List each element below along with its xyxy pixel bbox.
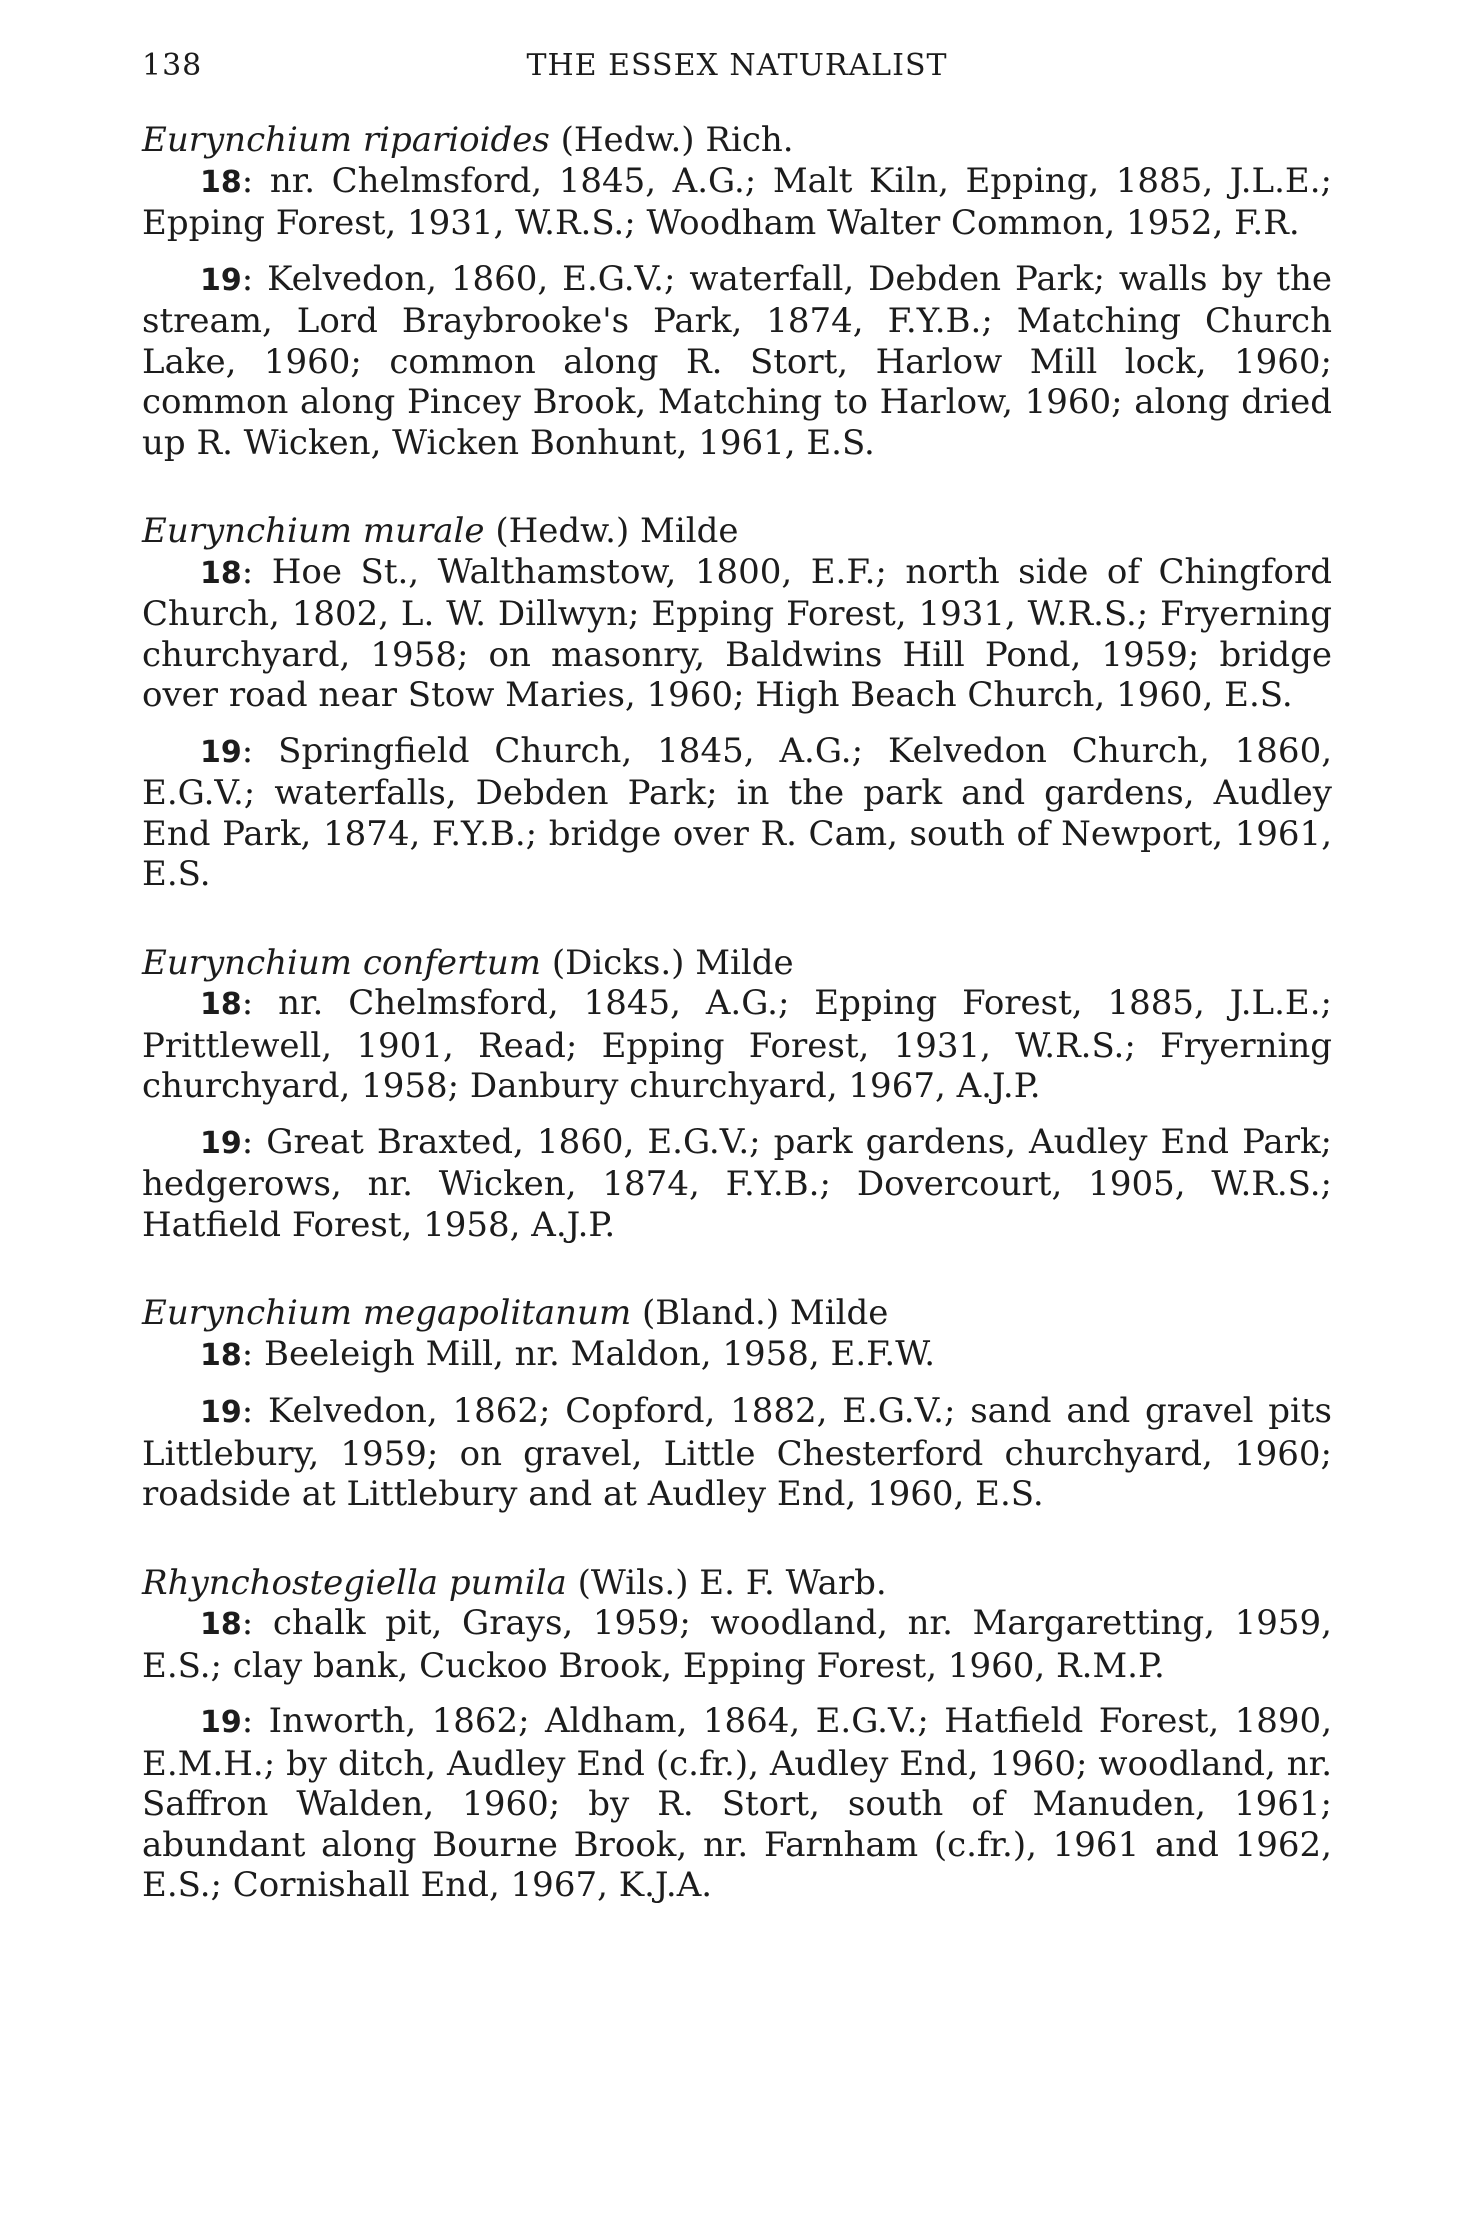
record-paragraph: 18: nr. Chelmsford, 1845, A.G.; Malt Kiln, Epping, 1885, J.L.E.; Epping Forest, 1931, W.R.S.; Woodham Walter Common, 1952, F.R. <box>142 160 1332 243</box>
species-heading <box>142 1293 1332 1334</box>
species-entry <box>142 511 1332 895</box>
species-authority: (Wils.) E. F. Warb. <box>577 1562 887 1603</box>
species-entry <box>142 120 1332 463</box>
species-binomial: Eurynchium riparioides <box>142 120 550 160</box>
region-number: 18 <box>200 1337 242 1373</box>
region-number: 18 <box>200 555 242 591</box>
species-binomial: Eurynchium murale <box>142 511 485 551</box>
page-header <box>142 48 1332 88</box>
region-number: 19 <box>200 262 242 298</box>
record-text: nr. Chelmsford, 1845, A.G.; Epping Forest, 1885, J.L.E.; Prittlewell, 1901, Read; Epping Forest, 1931, W.R.S.; Fryerning churchyard, 1958; Danbury churchyard, 1967, A.J.P. <box>142 983 1332 1106</box>
species-entry <box>142 1563 1332 1906</box>
species-heading <box>142 511 1332 552</box>
record-text: Inworth, 1862; Aldham, 1864, E.G.V.; Hatfield Forest, 1890, E.M.H.; by ditch, Audley End (c.fr.), Audley End, 1960; woodland, nr. Saffron Walden, 1960; by R. Stort, south of Manuden, 1961; abundant along Bourne Brook, nr. Farnham (c.fr.), 1961 and 1962, E.S.; Cornishall End, 1967, K.J.A. <box>142 1701 1332 1905</box>
species-authority: (Hedw.) Milde <box>495 511 739 551</box>
record-text: Springfield Church, 1845, A.G.; Kelvedon Church, 1860, E.G.V.; waterfalls, Debden Park; in the park and gardens, Audley End Park, 1874, F.Y.B.; bridge over R. Cam, south of Newport, 1961, E.S. <box>142 730 1333 894</box>
record-paragraph: 19: Inworth, 1862; Aldham, 1864, E.G.V.; Hatfield Forest, 1890, E.M.H.; by ditch, Audley End (c.fr.), Audley End, 1960; woodland, nr. Saffron Walden, 1960; by R. Stort, south of Manuden, 1961; abundant along Bourne Brook, nr. Farnham (c.fr.), 1961 and 1962, E.S.; Cornishall End, 1967, K.J.A. <box>142 1701 1332 1905</box>
species-binomial: Eurynchium megapolitanum <box>142 1293 632 1333</box>
record-paragraph: 18: Beeleigh Mill, nr. Maldon, 1958, E.F.W. <box>200 1333 936 1374</box>
species-heading <box>142 943 1332 984</box>
species-entry <box>142 1293 1332 1515</box>
record-text: Beeleigh Mill, nr. Maldon, 1958, E.F.W. <box>264 1333 936 1374</box>
page-body <box>142 120 1332 1910</box>
species-authority: (Bland.) Milde <box>642 1293 889 1333</box>
species-authority: (Hedw.) Rich. <box>560 120 794 160</box>
record-paragraph: 19: Great Braxted, 1860, E.G.V.; park gardens, Audley End Park; hedgerows, nr. Wicken, 1874, F.Y.B.; Dovercourt, 1905, W.R.S.; Hatfield Forest, 1958, A.J.P. <box>142 1121 1333 1245</box>
species-binomial: Rhynchostegiella pumila <box>142 1562 567 1603</box>
species-heading <box>142 1563 1332 1604</box>
region-number: 18 <box>200 1607 242 1642</box>
species-authority: (Dicks.) Milde <box>551 942 794 983</box>
record-paragraph: 18: chalk pit, Grays, 1959; woodland, nr. Margaretting, 1959, E.S.; clay bank, Cuckoo Brook, Epping Forest, 1960, R.M.P. <box>142 1603 1332 1686</box>
record-text: Great Braxted, 1860, E.G.V.; park gardens, Audley End Park; hedgerows, nr. Wicken, 1874, F.Y.B.; Dovercourt, 1905, W.R.S.; Hatfield Forest, 1958, A.J.P. <box>142 1121 1333 1245</box>
record-text: chalk pit, Grays, 1959; woodland, nr. Margaretting, 1959, E.S.; clay bank, Cuckoo Brook, Epping Forest, 1960, R.M.P. <box>142 1603 1332 1686</box>
species-binomial: Eurynchium confertum <box>142 942 542 983</box>
record-text: Hoe St., Walthamstow, 1800, E.F.; north side of Chingford Church, 1802, L. W. Dillwyn; Epping Forest, 1931, W.R.S.; Fryerning churchyard, 1958; on masonry, Baldwins Hill Pond, 1959; bridge over road near Stow Maries, 1960; High Beach Church, 1960, E.S. <box>142 551 1333 715</box>
running-title: THE ESSEX NATURALIST <box>526 48 948 83</box>
region-number: 19 <box>200 734 242 770</box>
region-number: 19 <box>200 1395 242 1430</box>
record-paragraph: 19: Kelvedon, 1862; Copford, 1882, E.G.V.; sand and gravel pits Littlebury, 1959; on gravel, Little Chesterford churchyard, 1960; roadside at Littlebury and at Audley End, 1960, E.S. <box>142 1391 1333 1514</box>
region-number: 18 <box>200 987 242 1022</box>
region-number: 19 <box>200 1125 242 1161</box>
region-number: 18 <box>200 164 242 200</box>
record-text: Kelvedon, 1860, E.G.V.; waterfall, Debden Park; walls by the stream, Lord Braybrooke's Park, 1874, F.Y.B.; Matching Church Lake, 1960; common along R. Stort, Harlow Mill lock, 1960; common along Pincey Brook, Matching to Harlow, 1960; along dried up R. Wicken, Wicken Bonhunt, 1961, E.S. <box>142 258 1332 463</box>
page-number: 138 <box>142 48 203 83</box>
record-paragraph: 18: nr. Chelmsford, 1845, A.G.; Epping Forest, 1885, J.L.E.; Prittlewell, 1901, Read; Epping Forest, 1931, W.R.S.; Fryerning churchyard, 1958; Danbury churchyard, 1967, A.J.P. <box>142 983 1332 1106</box>
record-paragraph: 19: Springfield Church, 1845, A.G.; Kelvedon Church, 1860, E.G.V.; waterfalls, Debden Park; in the park and gardens, Audley End Park, 1874, F.Y.B.; bridge over R. Cam, south of Newport, 1961, E.S. <box>142 730 1333 894</box>
region-number: 19 <box>200 1705 242 1740</box>
species-heading <box>142 120 1332 161</box>
record-paragraph: 18: Hoe St., Walthamstow, 1800, E.F.; north side of Chingford Church, 1802, L. W. Dillwyn; Epping Forest, 1931, W.R.S.; Fryerning churchyard, 1958; on masonry, Baldwins Hill Pond, 1959; bridge over road near Stow Maries, 1960; High Beach Church, 1960, E.S. <box>142 551 1333 715</box>
record-paragraph: 19: Kelvedon, 1860, E.G.V.; waterfall, Debden Park; walls by the stream, Lord Braybrooke's Park, 1874, F.Y.B.; Matching Church Lake, 1960; common along R. Stort, Harlow Mill lock, 1960; common along Pincey Brook, Matching to Harlow, 1960; along dried up R. Wicken, Wicken Bonhunt, 1961, E.S. <box>142 258 1332 463</box>
record-text: Kelvedon, 1862; Copford, 1882, E.G.V.; sand and gravel pits Littlebury, 1959; on gravel, Little Chesterford churchyard, 1960; roadside at Littlebury and at Audley End, 1960, E.S. <box>142 1391 1333 1514</box>
record-text: nr. Chelmsford, 1845, A.G.; Malt Kiln, Epping, 1885, J.L.E.; Epping Forest, 1931, W.R.S.; Woodham Walter Common, 1952, F.R. <box>142 160 1332 243</box>
species-entry <box>142 943 1332 1246</box>
